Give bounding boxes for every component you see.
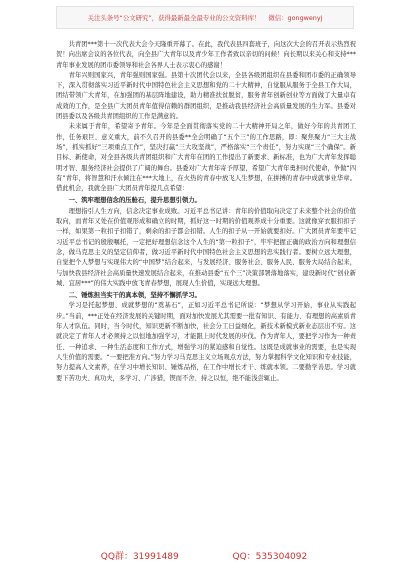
paragraph-opening: 共青团***第十一次代表大会今天隆重开幕了。在此，我代表县四套班子，向这次大会的召开表示热烈祝贺！向出席会议的各位代表，向全县广大青年以及青少年工作者致以亲切的问候！向长期以来关心和支持***青年事业发展的团市委领导和社会各界人士表示衷心的感谢！ [56, 41, 356, 69]
promo-banner-text: 关注头条号“公文研究”，获得最新最全最专业的公文资料库！ [87, 14, 261, 22]
promo-banner [56, 6, 354, 29]
contact-footer [0, 549, 408, 562]
qq-group-text: QQ群：31991489 [100, 552, 179, 562]
paragraph-youth-strong: 青年兴则国家兴，青年强则国家强。县第十次团代会以来，全县各级团组织在县委和团市委的正确领导下，深入贯彻落实习近平新时代中国特色社会主义思想和党的二十大精神，自觉服从服务于全县工作大局，团结带领广大青年，在加强团的基层阵地建设，助力精准扶贫脱贫，服务青年创新创业等方面做了大量卓有成效的工作，是全县广大团员青年值得信赖的群团组织，是推动我县经济社会高质量发展的生力军。县委对团县委以及各级共青团组织的工作是满意的。 [56, 71, 356, 121]
section-heading-two: 二、锤炼担当实干的真本领，坚持不懈抓学习。 [68, 292, 201, 300]
promo-wechat-text: 微信：gongwenyj [268, 14, 323, 22]
section-heading-one: 一、筑牢理想信念的压舱石，提升思想引领力。 [68, 197, 201, 205]
speech-body [56, 40, 356, 384]
paragraph-learning: 学习是托起梦想、成就梦想的“奠基石”，正如习近平总书记所说：“梦想从学习开始，事业从实践起步。”当前，***正处在经济发展的关键时期，面对加快发展尤其需要一批有知识、有能力、有理想的高素质青年人才队伍。同时，当今时代，知识更新不断加快，社会分工日益细化，新技术新模式新业态层出不穷。这就决定了青年人才必须持之以恒地加强学习，才能跟上时代发展的步伐。作为青年人，要把学习作为一种责任、一种追求、一种生活态度和工作方式，增强学习的紧迫感和自觉性。这既是成就事业的需要，也是实现人生价值的需要。“一要把准方向。”努力学习马克思主义立场观点方法，努力掌握科学文化知识和专业技能，努力提高人文素养，在学习中增长知识、锤炼品格，在工作中增长才干、练就本领。二要勤学善思。学习就要下苦功夫、真功夫，多学习、广涉猎，锲而不舍、持之以恒，绝不能浅尝辄止。 [56, 302, 356, 382]
qq-contact-text: QQ：535304092 [232, 552, 308, 562]
paragraph-ideals: 理想指引人生方向，信念决定事业成败。习近平总书记讲：青年的价值取向决定了未来整个社会的价值取向，而青年又处在价值观形成和确立的时期，抓好这一时期的价值观养成十分重要。这就像穿衣服扣扣子一样，如果第一粒扣子扣错了，剩余的扣子都会扣错。人生的扣子从一开始就要扣好。广大团员青年要牢记习近平总书记的殷殷嘱托，一定把好理想信念这个人生的“第一粒扣子”，牢牢把握正确的政治方向和理想信念，做马克思主义的坚定信仰者，做习近平新时代中国特色社会主义思想的忠实践行者。要树立远大理想，自觉把个人梦想与实现伟大的“中国梦”结合起来，与发展经济、服务社会、服务人民、服务大局结合起来，与加快我县经济社会高质量快速发展结合起来，在推动县委“五个三”决策部署落地落实，建设新时代“创业新城、宜居***”的伟大实践中放飞青春梦想，展现人生价值，实现远大理想。 [56, 207, 356, 287]
paragraph-future-hopes: 未来属于青年，希望寄予青年。今年是全面贯彻落实党的二十大精神开局之年，做好今年的共青团工作，任务艰巨、意义重大，前不久召开的县委**全会明确了“五个三”的工作思路，即：聚焦聚力“三大主战场”，抓实抓好“三项重点工作”，坚决打赢“三大攻坚战”，严格落实“三个责任”，努力实现“三个确保”。新目标、新使命，对全县各级共青团组织和广大青年在团的工作提出了新要求、新标准，也为广大青年发挥聪明才智、服务经济社会提供了广阔的舞台。县委对广大青年寄予厚望，希望广大青年勇担时代使命，争做“四有”青年，将智慧和汗水倾注在***大地上，在火热的青春中放飞人生梦想，在拼搏的青春中成就事业华章。借此机会，我就全县广大团员青年提几点希望： [56, 123, 356, 193]
